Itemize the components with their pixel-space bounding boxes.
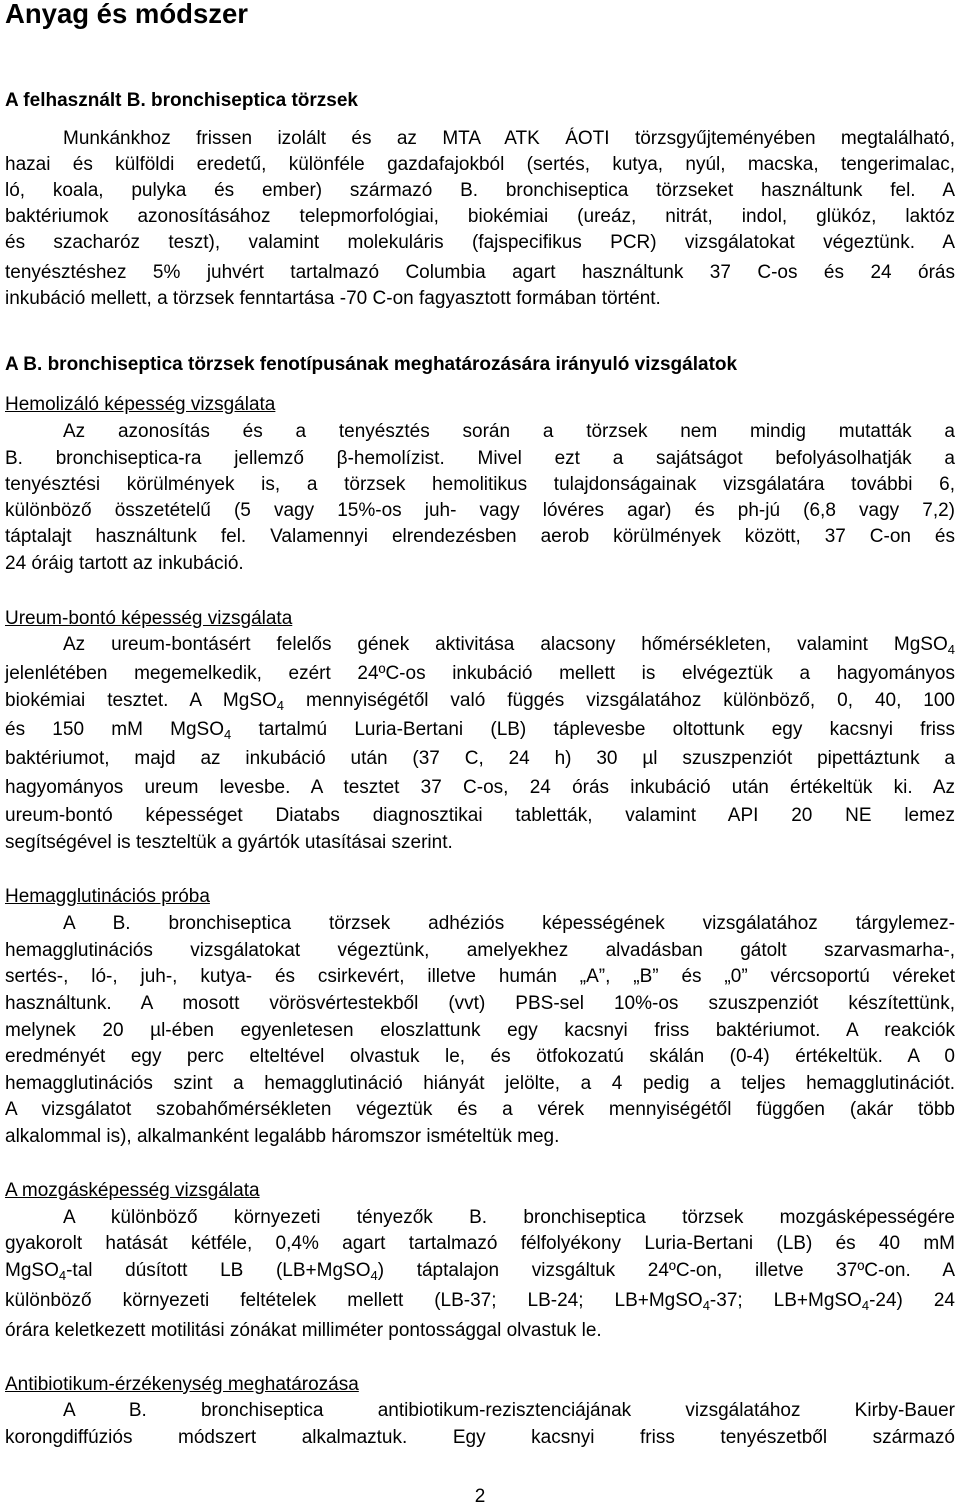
paragraph-line: segítségével is teszteltük a gyártók utasításai szerint. (5, 832, 453, 853)
paragraph-line: biokémiai tesztet. A MgSO$_4$ mennyiségétől való függés vizsgálatához különböző, 0, 40, 100 (5, 690, 955, 713)
paragraph-line: és 150 mM MgSO$_4$ tartalmú Luria-Bertani (LB) táplevesbe oltottunk egy kacsnyi friss (5, 719, 956, 742)
paragraph-line: A B. bronchiseptica antibiotikum-rezisztenciájának vizsgálatához Kirby-Bauer (63, 1400, 955, 1421)
paragraph-line: jelenlétében megemelkedik, ezért 24ºC-os inkubáció mellett is elvégeztük a hagyományos (5, 663, 955, 684)
paragraph-line: A vizsgálatot szobahőmérsékleten végeztük és a vérek mennyiségétől függően (akár több (5, 1099, 955, 1120)
section-title-phenotype: A B. bronchiseptica törzsek fenotípusának meghatározására irányuló vizsgálatok (5, 354, 738, 375)
subsection-title-motility: A mozgásképesség vizsgálata (5, 1180, 260, 1201)
document-page (5, 0, 955, 1509)
paragraph-line: tenyésztéshez 5% juhvért tartalmazó Columbia agart használtunk 37 C-os és 24 órás (5, 262, 955, 283)
page-number: 2 (474, 1486, 486, 1507)
subsection-title-hemolysis: Hemolizáló képesség vizsgálata (5, 394, 276, 415)
subsection-title-antibiotic: Antibiotikum-érzékenység meghatározása (5, 1374, 359, 1395)
paragraph-line: különböző összetételű (5 vagy 15%-os juh- vagy lóvéres agar) és ph-jú (6,8 vagy 7,2) (5, 500, 955, 521)
paragraph-line: inkubáció mellett, a törzsek fenntartása -70 C-on fagyasztott formában történt. (5, 288, 661, 309)
paragraph-line: A B. bronchiseptica törzsek adhéziós képességének vizsgálatához tárgylemez- (63, 913, 955, 934)
paragraph-line: 24 óráig tartott az inkubáció. (5, 553, 244, 574)
paragraph-line: baktériumok azonosításához telepmorfológiai, biokémiai (ureáz, nitrát, indol, glükóz, laktóz (5, 206, 955, 227)
section-title-strains: A felhasznált B. bronchiseptica törzsek (5, 90, 358, 111)
paragraph-line: használtunk. A mosott vörösvértestekből (vvt) PBS-sel 10%-os szuszpenziót készítettünk, (5, 993, 955, 1014)
paragraph-line: melynek 20 µl-ében egyenletesen eloszlattunk egy kacsnyi friss baktériumot. A reakciók (5, 1020, 955, 1041)
subsection-title-urea: Ureum-bontó képesség vizsgálata (5, 608, 293, 629)
page-heading: Anyag és módszer (5, 0, 249, 29)
paragraph-line: hemagglutinációs vizsgálatokat végeztünk, amelyekhez alvadásban gátolt szarvasmarha-, (5, 940, 955, 961)
paragraph-line: B. bronchiseptica-ra jellemző β-hemolízist. Mivel ezt a sajátságot befolyásolhatják a (5, 448, 955, 469)
paragraph-line: Az ureum-bontásért felelős gének aktivitása alacsony hőmérsékleten, valamint MgSO$_4$ (63, 634, 955, 657)
paragraph-line: A különböző környezeti tényezők B. bronchiseptica törzsek mozgásképességére (63, 1207, 955, 1228)
paragraph-line: hagyományos ureum levesbe. A tesztet 37 C-os, 24 órás inkubáció után értékeltük ki. Az (5, 777, 955, 798)
paragraph-line: különböző környezeti feltételek mellett (LB-37; LB-24; LB+MgSO$_4$-37; LB+MgSO$_4$-24) 24 (5, 1290, 955, 1313)
paragraph-line: ureum-bontó képességet Diatabs diagnosztikai tabletták, valamint API 20 NE lemez (5, 805, 955, 826)
paragraph-line: és szacharóz teszt), valamint molekuláris (fajspecifikus PCR) vizsgálatokat végeztünk. A (5, 232, 955, 253)
paragraph-line: sertés-, ló-, juh-, kutya- és csirkevért, illetve humán „A”, „B” és „0” vércsoportú véreket (5, 966, 955, 987)
paragraph-line: Az azonosítás és a tenyésztés során a törzsek nem mindig mutatták a (63, 421, 955, 442)
paragraph-line: órára keletkezett motilitási zónákat milliméter pontossággal olvastuk le. (5, 1320, 602, 1341)
paragraph-line: hemagglutinációs szint a hemagglutináció hiányát jelölte, a 4 pedig a teljes hemagglutinációt. (5, 1073, 955, 1094)
subsection-title-hemagglutination: Hemagglutinációs próba (5, 886, 210, 907)
paragraph-line: táptalajt használtunk fel. Valamennyi elrendezésben aerob körülmények között, 37 C-on és (5, 526, 955, 547)
paragraph-line: eredményét egy perc elteltével olvastuk le, és ötfokozatú skálán (0-4) értékeltük. A 0 (5, 1046, 955, 1067)
paragraph-line: hazai és külföldi eredetű, különféle gazdafajokból (sertés, kutya, nyúl, macska, tengerimalac, (5, 154, 955, 175)
paragraph-line: Munkánkhoz frissen izolált és az MTA ATK ÁOTI törzsgyűjteményében megtalálható, (63, 128, 955, 149)
paragraph-line: tenyésztési körülmények is, a törzsek hemolitikus tulajdonságainak vizsgálatára további 6, (5, 474, 955, 495)
paragraph-line: alkalommal is), alkalmanként legalább háromszor ismételtük meg. (5, 1126, 560, 1147)
paragraph-line: ló, koala, pulyka és ember) származó B. bronchiseptica törzseket használtunk fel. A (5, 180, 955, 201)
paragraph-line: MgSO$_4$-tal dúsított LB (LB+MgSO$_4$) táptalajon vizsgáltuk 24ºC-on, illetve 37ºC-on. A (5, 1260, 955, 1283)
paragraph-line: gyakorolt hatását kétféle, 0,4% agart tartalmazó félfolyékony Luria-Bertani (LB) és 40 mM (5, 1233, 955, 1254)
paragraph-line: baktériumot, majd az inkubáció után (37 C, 24 h) 30 µl szuszpenziót pipettáztunk a (5, 748, 955, 769)
paragraph-line: korongdiffúziós módszert alkalmaztuk. Egy kacsnyi friss tenyészetből származó (5, 1427, 955, 1448)
